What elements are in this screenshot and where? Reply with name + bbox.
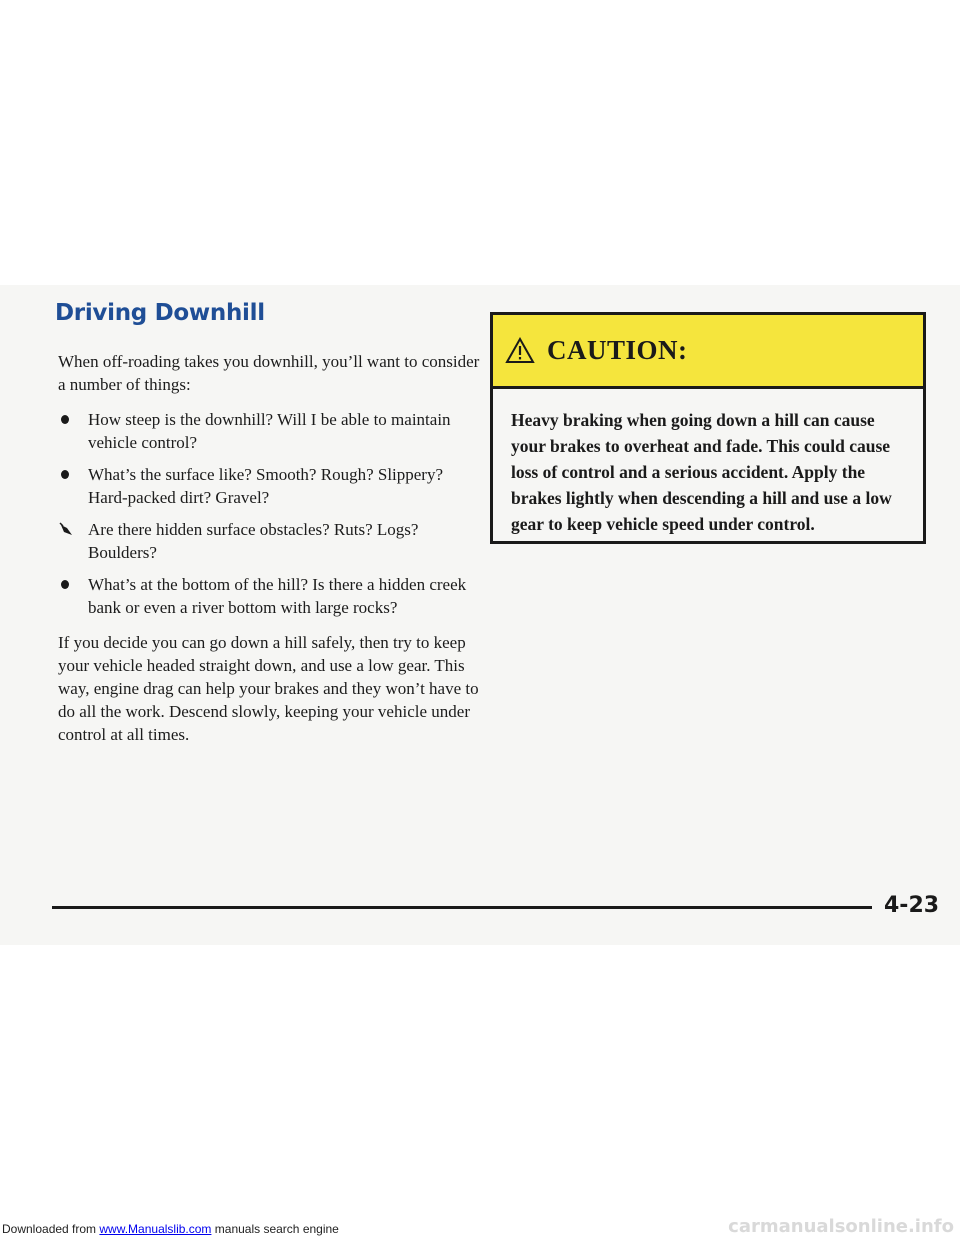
list-item	[58, 463, 483, 509]
bullet-icon	[61, 470, 69, 479]
caution-text: Heavy braking when going down a hill can cause your brakes to overheat and fade. This could cause loss of control and a serious accident. Apply the brakes lightly when descending a hill and use a low gear to keep vehicle speed under control.	[511, 410, 892, 534]
caution-title: CAUTION:	[547, 335, 688, 365]
caution-box	[490, 312, 926, 544]
warning-triangle-icon	[505, 337, 535, 364]
bullet-icon	[61, 580, 69, 589]
download-prefix: Downloaded from	[2, 1222, 100, 1236]
caution-header	[493, 315, 923, 389]
list-item-text: What’s at the bottom of the hill? Is there a hidden creek bank or even a river bottom with large rocks?	[88, 575, 467, 617]
download-suffix: manuals search engine	[211, 1222, 339, 1236]
considerations-list	[58, 408, 483, 619]
list-item-text: Are there hidden surface obstacles? Ruts? Logs? Boulders?	[88, 520, 419, 562]
list-item	[58, 408, 483, 454]
bullet-icon	[61, 415, 69, 424]
manualslib-link[interactable]: www.Manualslib.com	[99, 1222, 212, 1236]
closing-paragraph: If you decide you can go down a hill safely, then try to keep your vehicle headed straight down, and use a low gear. This way, engine drag can help your brakes and they won’t have to do all the work. Descend slowly, keeping your vehicle under control at all times.	[58, 633, 479, 744]
body-text-column	[58, 350, 483, 746]
section-title: Driving Downhill	[55, 300, 265, 326]
list-item	[58, 573, 483, 619]
download-banner	[2, 1222, 339, 1236]
list-item-text: What’s the surface like? Smooth? Rough? Slippery? Hard-packed dirt? Gravel?	[88, 465, 444, 507]
note-bullet-icon	[58, 522, 74, 538]
footer-divider	[52, 906, 872, 909]
watermark: carmanualsonline.info	[728, 1216, 954, 1237]
page-number: 4-23	[884, 893, 940, 918]
list-item-text: How steep is the downhill? Will I be able to maintain vehicle control?	[88, 410, 451, 452]
intro-paragraph: When off-roading takes you downhill, you’ll want to consider a number of things:	[58, 352, 480, 394]
list-item	[58, 518, 483, 564]
